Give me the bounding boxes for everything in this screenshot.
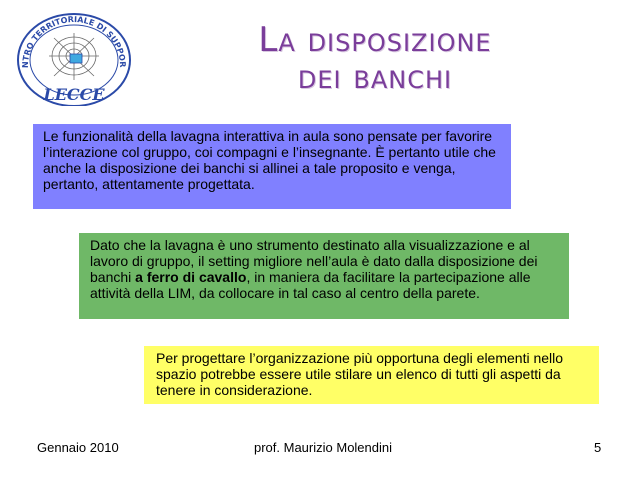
slide-title <box>190 22 560 96</box>
logo-arc-text: NTRO TERRITORIALE DI SUPPOR <box>20 14 128 69</box>
slide-title-line2: dei banchi <box>297 57 453 97</box>
slide-title-line1: La disposizione <box>258 20 492 60</box>
footer-page-number: 5 <box>594 440 602 455</box>
planning-text-box: Per progettare l’organizzazione più opportuna degli elementi nello spazio potrebbe essere utile stilare un elenco di tutti gli aspetti da tenere in considerazione. <box>144 346 599 404</box>
footer-author: prof. Maurizio Molendini <box>254 440 393 455</box>
horseshoe-text-after: , in maniera da facilitare la partecipazione alle attività della LIM, da collocare in tal caso al centro della parete. <box>90 269 531 301</box>
spiderweb-logo-icon <box>14 8 134 106</box>
horseshoe-text-bold: a ferro di cavallo <box>135 269 247 285</box>
horseshoe-text-box <box>79 233 569 319</box>
footer-date: Gennaio 2010 <box>37 440 119 455</box>
horseshoe-text-before: Dato che la lavagna è uno strumento destinato alla visualizzazione e al lavoro di gruppo, il setting migliore nell’aula è dato dalla disposizione dei banchi <box>90 237 538 285</box>
ctslecce-logo <box>14 8 134 106</box>
intro-text-box: Le funzionalità della lavagna interattiva in aula sono pensate per favorire l’interazione col gruppo, coi compagni e l’insegnante. È pertanto utile che anche la disposizione dei banchi si allinei a tale proposito e venga, pertanto, attentamente progettata. <box>33 124 511 209</box>
logo-city-text: LECCE <box>43 85 105 104</box>
